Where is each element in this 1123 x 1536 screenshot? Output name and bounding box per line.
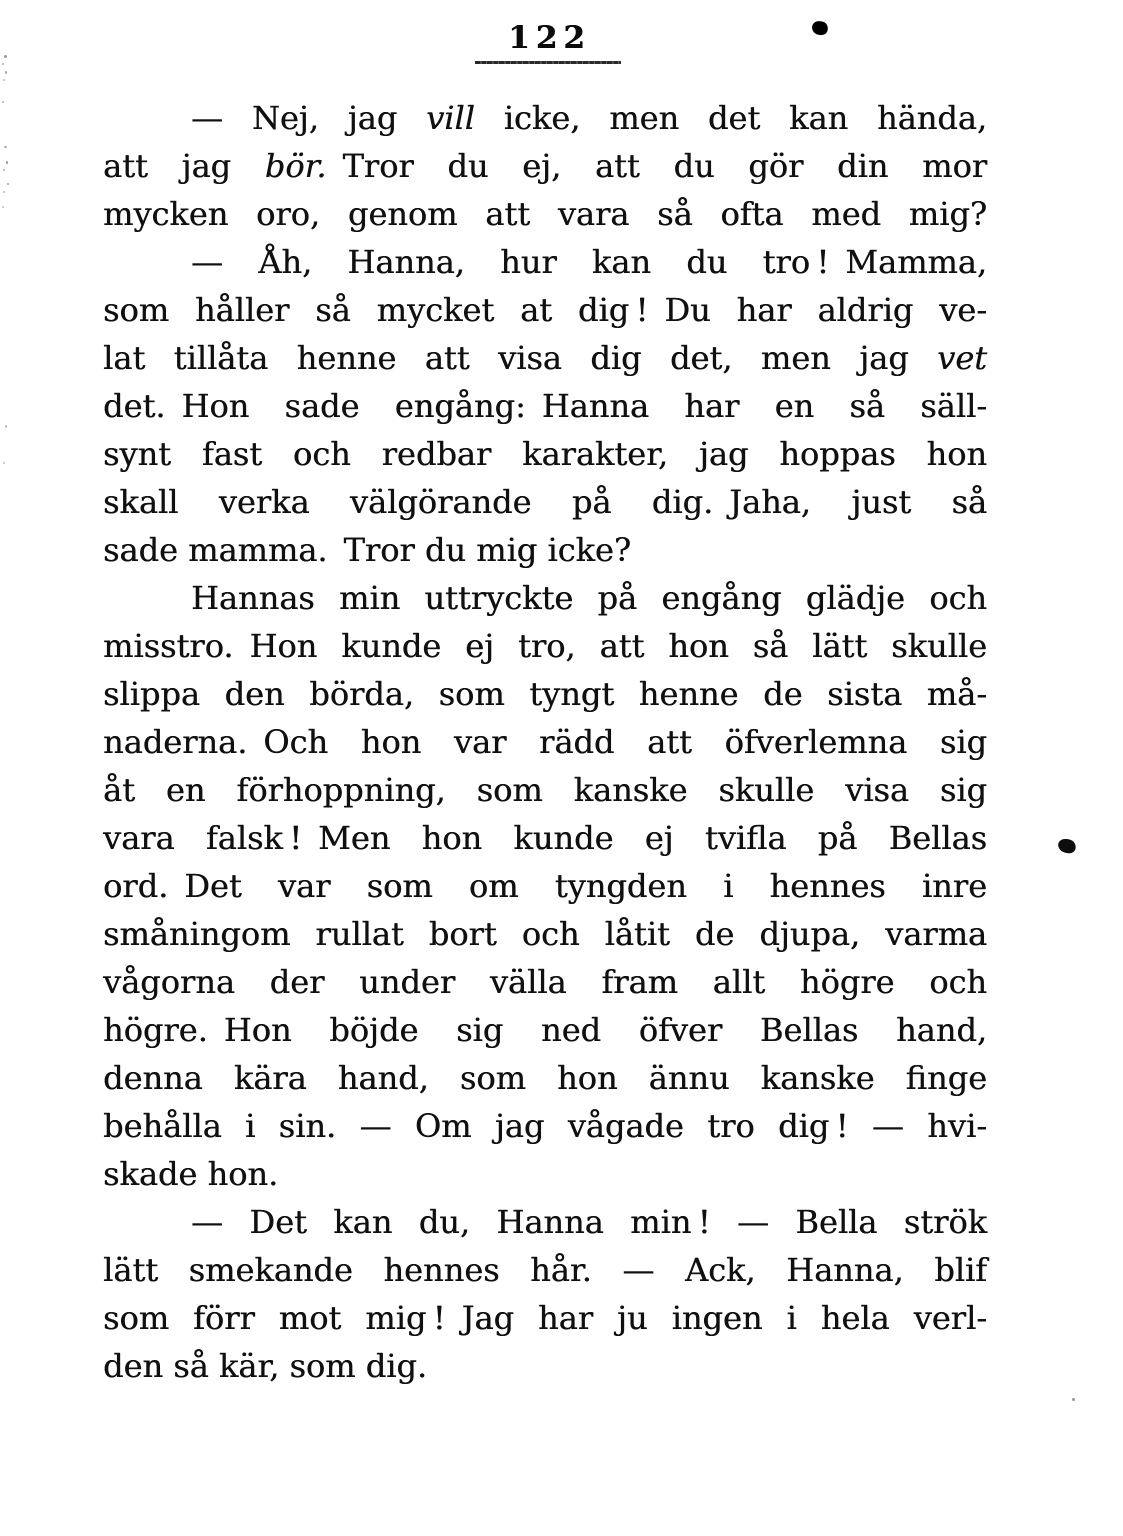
scan-speckle-dot xyxy=(3,462,5,464)
scan-speckle-dot xyxy=(5,425,7,428)
text-segment: misstro. Hon kunde ej tro, att hon så lätt skulle xyxy=(103,627,987,665)
text-segment: synt fast och redbar karakter, jag hoppas hon xyxy=(103,435,987,473)
scan-speckle-dot xyxy=(2,101,4,103)
text-line xyxy=(103,142,987,190)
text-line xyxy=(103,1054,987,1102)
text-line xyxy=(103,574,987,622)
paragraph-2 xyxy=(103,238,987,574)
text-line xyxy=(103,334,987,382)
text-segment: naderna. Och hon var rädd att öfverlemna sig xyxy=(103,723,987,761)
text-line xyxy=(103,526,987,574)
scan-speckle-dot xyxy=(3,169,5,171)
text-segment: åt en förhoppning, som kanske skulle visa sig xyxy=(103,771,987,809)
text-line xyxy=(103,718,987,766)
text-line xyxy=(103,670,987,718)
scan-speckle-dot xyxy=(1072,1398,1075,1401)
text-line xyxy=(103,766,987,814)
text-segment: vara falsk ! Men hon kunde ej tvifla på Bellas xyxy=(103,819,987,857)
page-number-underline xyxy=(475,61,621,64)
paragraph-4 xyxy=(103,1198,987,1390)
scan-speckle-dot xyxy=(6,161,8,164)
italic-word: vill xyxy=(426,99,475,137)
scan-speckle-dot xyxy=(4,55,7,58)
text-segment: — Nej, jag xyxy=(191,99,427,137)
text-segment: behålla i sin. — Om jag vågade tro dig ! — hvi- xyxy=(103,1107,987,1145)
text-segment: skall verka välgörande på dig. Jaha, just så xyxy=(103,483,987,521)
text-line xyxy=(103,958,987,1006)
paragraph-3 xyxy=(103,574,987,1198)
scan-speckle-dot xyxy=(3,79,5,81)
text-line xyxy=(103,1150,987,1198)
text-segment: — Det kan du, Hanna min ! — Bella strök xyxy=(191,1203,987,1241)
paragraph-1 xyxy=(103,94,987,238)
text-segment: sade mamma. Tror du mig icke? xyxy=(103,531,631,569)
text-line xyxy=(103,430,987,478)
scan-speckle-dot xyxy=(2,63,4,65)
text-line xyxy=(103,622,987,670)
text-segment: icke, men det kan hända, xyxy=(474,99,988,137)
text-segment: småningom rullat bort och låtit de djupa, varma xyxy=(103,915,987,953)
text-line xyxy=(103,910,987,958)
page-number: 122 xyxy=(508,20,591,56)
text-segment: — Åh, Hanna, hur kan du tro ! Mamma, xyxy=(191,243,987,281)
italic-word: bör. xyxy=(264,147,327,185)
scan-speckle-dot xyxy=(3,191,5,193)
ink-blot-speck xyxy=(1056,836,1078,856)
page-header xyxy=(0,20,1123,64)
scan-speckle-dot xyxy=(2,206,4,208)
text-line xyxy=(103,190,987,238)
text-line xyxy=(103,862,987,910)
text-line xyxy=(103,1294,987,1342)
scan-speckle-dot xyxy=(7,183,9,185)
text-segment: som förr mot mig ! Jag har ju ingen i hela verl- xyxy=(103,1299,987,1337)
text-line xyxy=(103,1102,987,1150)
text-segment: skade hon. xyxy=(103,1155,279,1193)
text-line xyxy=(103,478,987,526)
text-line xyxy=(103,382,987,430)
text-segment: Hannas min uttryckte på engång glädje och xyxy=(191,579,987,617)
text-segment: det. Hon sade engång: Hanna har en så säll- xyxy=(103,387,987,425)
text-segment: högre. Hon böjde sig ned öfver Bellas hand, xyxy=(103,1011,987,1049)
text-segment: vågorna der under välla fram allt högre och xyxy=(103,963,987,1001)
scan-speckle-dot xyxy=(5,71,7,74)
text-segment: slippa den börda, som tyngt henne de sista må- xyxy=(103,675,987,713)
text-line xyxy=(103,1198,987,1246)
text-block xyxy=(103,94,987,1390)
text-line xyxy=(103,1246,987,1294)
text-line xyxy=(103,1342,987,1390)
text-segment: Tror du ej, att du gör din mor xyxy=(326,147,988,185)
text-segment: lätt smekande hennes hår. — Ack, Hanna, blif xyxy=(103,1251,987,1289)
text-segment: ord. Det var som om tyngden i hennes inre xyxy=(103,867,987,905)
text-segment: lat tillåta henne att visa dig det, men jag xyxy=(103,339,938,377)
text-segment: mycken oro, genom att vara så ofta med mig? xyxy=(103,195,987,233)
text-line xyxy=(103,1006,987,1054)
text-segment: att jag xyxy=(103,147,265,185)
text-line xyxy=(103,814,987,862)
text-segment: denna kära hand, som hon ännu kanske finge xyxy=(103,1059,987,1097)
text-line xyxy=(103,94,987,142)
scan-speckle-dot xyxy=(4,146,7,148)
text-segment: som håller så mycket at dig ! Du har aldrig ve- xyxy=(103,291,987,329)
text-line xyxy=(103,238,987,286)
text-segment: den så kär, som dig. xyxy=(103,1347,428,1385)
text-line xyxy=(103,286,987,334)
italic-word: vet xyxy=(937,339,987,377)
